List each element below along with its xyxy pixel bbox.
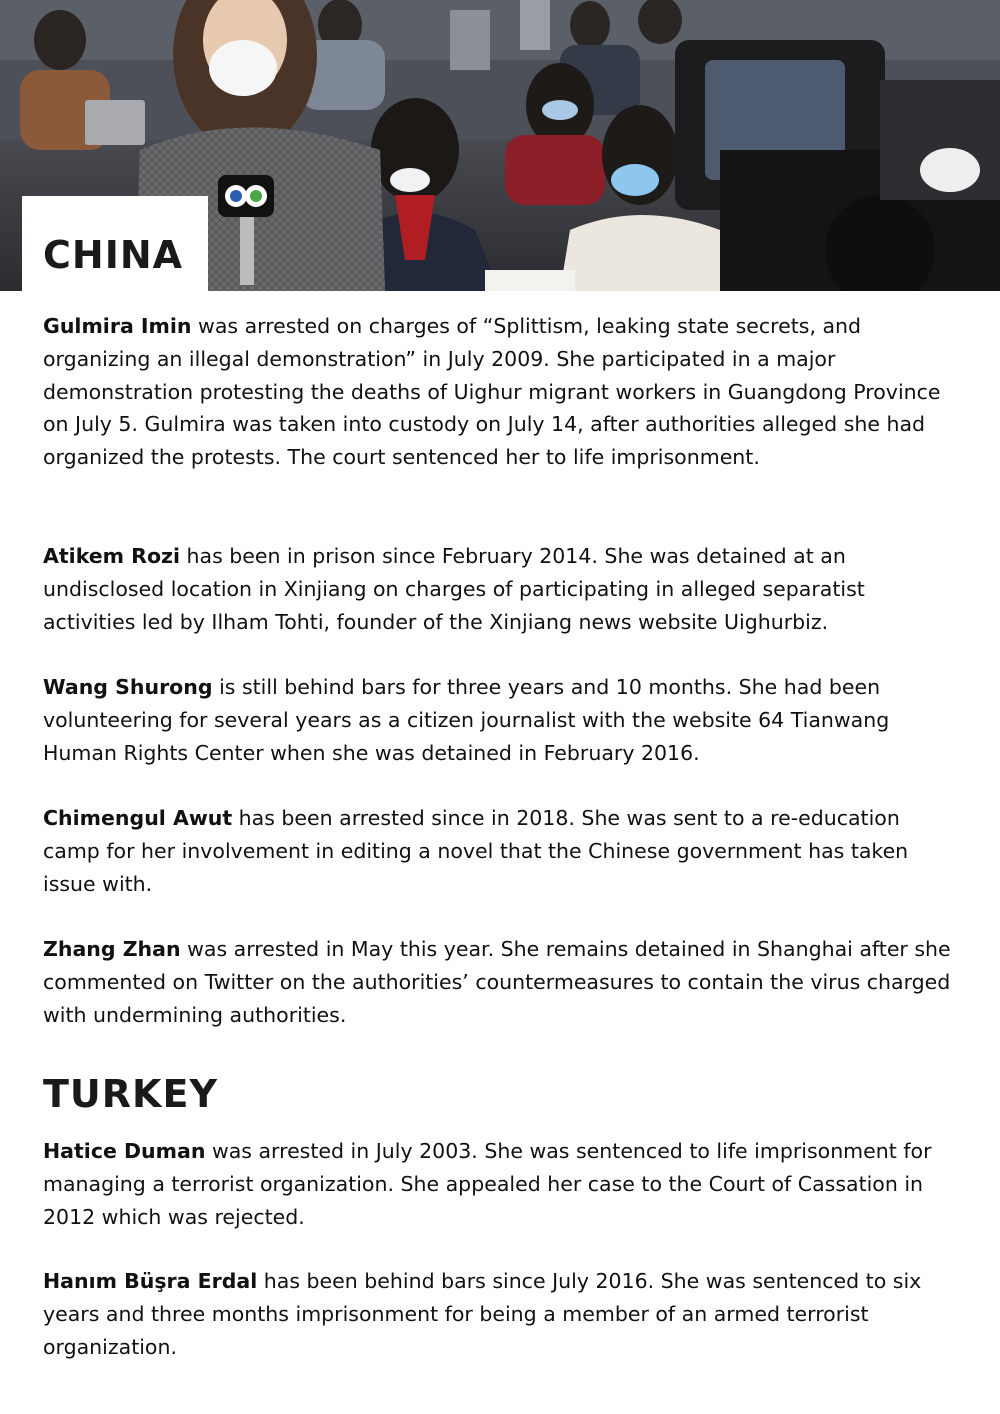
- entry-paragraph: [43, 1135, 958, 1233]
- entry-paragraph: [43, 1265, 958, 1363]
- journalist-name: Chimengul Awut: [43, 806, 233, 830]
- entry-text: has been behind bars since July 2016. She was sentenced to six years and three months imprisonment for being a member of an armed terrorist organization.: [43, 1269, 922, 1359]
- journalist-name: Zhang Zhan: [43, 937, 181, 961]
- entry-text: was arrested on charges of “Splittism, leaking state secrets, and organizing an illegal demonstration” in July 2009. She participated in a major demonstration protesting the deaths of Uighur migrant workers in Guangdong Province on July 5. Gulmira was taken into custody on July 14, after authorities alleged she had organized the protests. The court sentenced her to life imprisonment.: [43, 314, 941, 470]
- entry-paragraph: [43, 802, 958, 900]
- entry-text: is still behind bars for three years and 10 months. She had been volunteering for several years as a citizen journalist with the website 64 Tianwang Human Rights Center when she was detained in February 2016.: [43, 675, 890, 765]
- journalist-name: Hanım Büşra Erdal: [43, 1269, 258, 1293]
- entry-paragraph: [43, 671, 958, 769]
- entry-text: was arrested in May this year. She remains detained in Shanghai after she commented on Twitter on the authorities’ countermeasures to contain the virus charged with undermining authorities.: [43, 937, 951, 1027]
- journalist-name: Atikem Rozi: [43, 544, 181, 568]
- entry-paragraph: [43, 540, 958, 638]
- entry-text: was arrested in July 2003. She was sentenced to life imprisonment for managing a terrorist organization. She appealed her case to the Court of Cassation in 2012 which was rejected.: [43, 1139, 932, 1229]
- entry-text: has been arrested since in 2018. She was sent to a re-education camp for her involvement in editing a novel that the Chinese government has taken issue with.: [43, 806, 909, 896]
- section-heading-china: CHINA: [43, 233, 184, 277]
- entry-paragraph: [43, 310, 958, 474]
- entry-text: has been in prison since February 2014. She was detained at an undisclosed location in Xinjiang on charges of participating in alleged separatist activities led by Ilham Tohti, founder of the Xinjiang news website Uighurbiz.: [43, 544, 865, 634]
- journalist-name: Hatice Duman: [43, 1139, 206, 1163]
- journalist-name: Wang Shurong: [43, 675, 213, 699]
- entry-paragraph: [43, 933, 958, 1031]
- journalist-name: Gulmira Imin: [43, 314, 192, 338]
- section-heading-turkey: TURKEY: [43, 1072, 218, 1116]
